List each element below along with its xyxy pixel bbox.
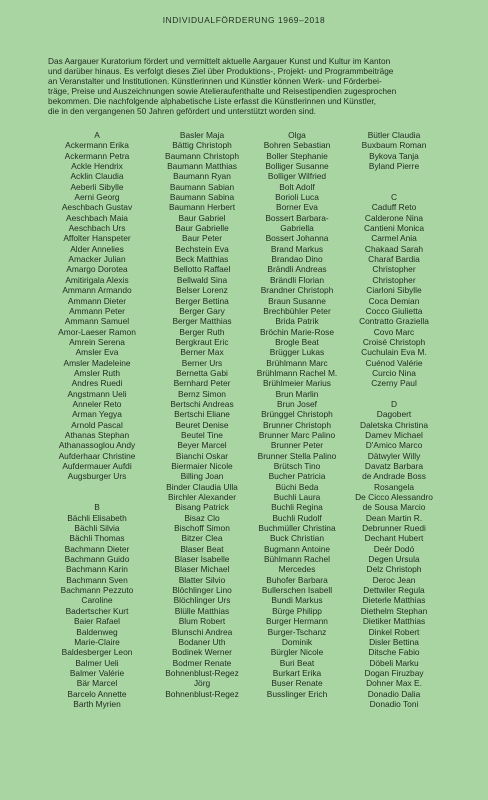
list-item: Blaser Isabelle bbox=[174, 554, 230, 565]
list-item: Balmer Ueli bbox=[75, 657, 119, 668]
list-item: Ammann Samuel bbox=[64, 316, 130, 327]
list-item: Borioli Luca bbox=[275, 192, 319, 203]
list-item: Acklin Claudia bbox=[70, 171, 124, 182]
list-item: Baumann Sabian bbox=[169, 181, 235, 192]
list-item: Donadio Dalia bbox=[367, 688, 421, 699]
list-item: Burger Hermann bbox=[266, 616, 328, 627]
list-item: Dohner Max E. bbox=[366, 678, 422, 689]
list-item: Athanassoglou Andy bbox=[58, 440, 136, 451]
list-item: Bohnenblust-Regez bbox=[165, 667, 239, 678]
list-item bbox=[42, 492, 152, 502]
list-item: Christopher bbox=[372, 274, 416, 285]
list-item: Buchli Regina bbox=[271, 502, 323, 513]
list-item: Amitirigala Alexis bbox=[65, 274, 129, 285]
intro-text bbox=[48, 57, 452, 116]
list-item: Amrein Serena bbox=[69, 336, 125, 347]
list-item: Blülle Matthias bbox=[174, 605, 230, 616]
list-item bbox=[339, 171, 449, 181]
list-item: Amargo Dorotea bbox=[66, 264, 128, 275]
list-item: Cuchulain Eva M. bbox=[361, 347, 427, 358]
list-item: Czerny Paul bbox=[371, 378, 417, 389]
list-item: Brunner Christoph bbox=[263, 419, 331, 430]
list-item: De Cicco Alessandro bbox=[355, 492, 433, 503]
list-item: Dominik bbox=[281, 636, 313, 647]
list-item: Buck Christian bbox=[270, 533, 324, 544]
list-item: Cantieni Monica bbox=[363, 223, 425, 234]
list-item: Brühlmann Rachel M. bbox=[256, 367, 338, 378]
list-item: Caroline bbox=[81, 595, 113, 606]
list-item: Bohren Sebastian bbox=[263, 140, 331, 151]
section-letter: D bbox=[390, 398, 398, 409]
list-item: Bianchi Oskar bbox=[175, 450, 229, 461]
list-item: Bachmann Sven bbox=[66, 574, 128, 585]
list-item: Ditsche Fabio bbox=[368, 647, 420, 658]
list-item: Aerni Georg bbox=[74, 192, 120, 203]
list-item: Bachmann Pezzuto bbox=[60, 585, 134, 596]
list-item: Cuénod Valérie bbox=[365, 357, 423, 368]
list-item: Bullerschen Isabell bbox=[261, 585, 333, 596]
list-item: Beck Matthias bbox=[175, 254, 229, 265]
list-item: Brunner Peter bbox=[270, 440, 324, 451]
list-item: Damev Michael bbox=[365, 429, 423, 440]
list-item: Bertschi Andreas bbox=[170, 398, 234, 409]
list-item: Bächli Silvia bbox=[74, 523, 120, 534]
list-item: Brogle Beat bbox=[275, 336, 319, 347]
list-item: Berner Max bbox=[180, 347, 224, 358]
list-item: Boller Stephanie bbox=[266, 150, 328, 161]
list-item: Blaser Beat bbox=[180, 543, 224, 554]
list-item: Bächli Elisabeth bbox=[67, 512, 127, 523]
list-item: Croisé Christoph bbox=[362, 336, 426, 347]
list-item: Berger Gary bbox=[179, 305, 225, 316]
list-item: Aeschbach Gustav bbox=[61, 202, 133, 213]
list-item: Berger Ruth bbox=[179, 326, 225, 337]
list-item: Athanas Stephan bbox=[64, 429, 130, 440]
list-item: Bundi Markus bbox=[271, 595, 323, 606]
list-item: Rosangela bbox=[373, 481, 415, 492]
list-item: D'Amico Marco bbox=[365, 440, 423, 451]
list-item: Amacker Julian bbox=[68, 254, 126, 265]
list-item: Borner Eva bbox=[276, 202, 318, 213]
list-item: Carmel Ania bbox=[371, 233, 417, 244]
list-item: Beuret Denise bbox=[175, 419, 229, 430]
list-item: Buri Beat bbox=[279, 657, 315, 668]
section-letter: B bbox=[94, 502, 100, 513]
list-item: Bodmer Renate bbox=[172, 657, 232, 668]
list-item: Baier Rafael bbox=[73, 616, 121, 627]
list-item: Baur Peter bbox=[181, 233, 223, 244]
list-item: Blöchlinger Lino bbox=[172, 585, 232, 596]
list-item: Dinkel Robert bbox=[368, 626, 420, 637]
list-item: Dogan Firuzbay bbox=[364, 667, 424, 678]
list-item: Bodinek Werner bbox=[172, 647, 232, 658]
list-item: Bättig Christoph bbox=[172, 140, 232, 151]
list-item: Burger-Tschanz bbox=[267, 626, 327, 637]
list-item: Baumann Ryan bbox=[173, 171, 231, 182]
list-item: Amsler Madeleine bbox=[63, 357, 131, 368]
list-item: Curcio Nina bbox=[372, 367, 416, 378]
list-item: Affolter Hanspeter bbox=[63, 233, 131, 244]
list-item: Arman Yegya bbox=[72, 409, 122, 420]
list-item: Donadio Toni bbox=[369, 698, 419, 709]
list-item: Dechant Hubert bbox=[364, 533, 424, 544]
list-item: Buxbaum Roman bbox=[361, 140, 427, 151]
list-item bbox=[339, 182, 449, 192]
list-item: Büchi Beda bbox=[275, 481, 319, 492]
list-item: Debrunner Ruedi bbox=[362, 523, 426, 534]
list-item: Augsburger Urs bbox=[67, 471, 127, 482]
list-item: Blaser Michael bbox=[174, 564, 230, 575]
list-item: Ackle Hendrix bbox=[71, 161, 123, 172]
list-item: Bossert Barbara- bbox=[265, 212, 329, 223]
list-item: Bernz Simon bbox=[178, 388, 226, 399]
list-item: Bohnenblust-Regez bbox=[165, 688, 239, 699]
list-item: de Andrade Boss bbox=[362, 471, 426, 482]
list-item: Bucher Patricia bbox=[268, 471, 326, 482]
list-item: Beyer Marcel bbox=[177, 440, 227, 451]
list-item: Caduff Reto bbox=[371, 202, 417, 213]
list-item: Buhofer Barbara bbox=[266, 574, 328, 585]
list-item: Ciarloni Sibylle bbox=[366, 285, 422, 296]
list-item: Baumann Christoph bbox=[164, 150, 240, 161]
list-item: Badertscher Kurt bbox=[65, 605, 129, 616]
list-item: Diethelm Stephan bbox=[360, 605, 428, 616]
name-column-2 bbox=[147, 130, 257, 699]
list-item: Charaf Bardia bbox=[368, 254, 420, 265]
list-item: Covo Marc bbox=[373, 326, 415, 337]
list-item: Brühlmann Marc bbox=[266, 357, 328, 368]
list-item: Brühlmeier Marius bbox=[263, 378, 331, 389]
intro-line: an Veranstalter und Institutionen. Künstlerinnen und Künstler können Werk- und Förderbei- bbox=[48, 75, 382, 86]
list-item: Brändli Florian bbox=[270, 274, 324, 285]
list-item: Brun Josef bbox=[276, 398, 318, 409]
list-item: Baldenweg bbox=[76, 626, 118, 637]
list-item: Berner Urs bbox=[181, 357, 223, 368]
list-item: Brünggel Christoph bbox=[261, 409, 333, 420]
list-item: Anneler Reto bbox=[72, 398, 122, 409]
intro-line: Das Aargauer Kuratorium fördert und vermittelt aktuelle Aargauer Kunst und Kultur im Kanton bbox=[48, 56, 391, 66]
list-item: Blum Robert bbox=[178, 616, 226, 627]
list-item: Ackermann Petra bbox=[64, 150, 130, 161]
list-item: Coca Demian bbox=[368, 295, 420, 306]
list-item: Bolliger Wilfried bbox=[267, 171, 327, 182]
list-item: Buchli Laura bbox=[273, 492, 321, 503]
list-item: Birchler Alexander bbox=[168, 492, 236, 503]
list-item: Brügger Lukas bbox=[269, 347, 325, 358]
intro-line: bekommen. Die nachfolgende alphabetische Liste erfasst die Künstlerinnen und Künstler, bbox=[48, 95, 376, 106]
list-item: Barth Myrien bbox=[73, 698, 121, 709]
list-item: Bühlmann Rachel bbox=[263, 554, 331, 565]
name-column-1 bbox=[42, 130, 152, 709]
list-item: Dagobert bbox=[376, 409, 412, 420]
list-item: Buser Renate bbox=[271, 678, 323, 689]
list-item: Bugmann Antoine bbox=[263, 543, 331, 554]
list-item: Baur Gabriel bbox=[178, 212, 226, 223]
list-item: Deér Dodó bbox=[373, 543, 415, 554]
list-item: Delz Christoph bbox=[366, 564, 422, 575]
list-item: Byland Pierre bbox=[368, 161, 420, 172]
list-item: Binder Claudia Ulla bbox=[166, 481, 238, 492]
list-item: Barcelo Annette bbox=[67, 688, 127, 699]
list-item: Berger Matthias bbox=[172, 316, 232, 327]
list-item: Olga bbox=[288, 130, 306, 140]
list-item: Bachmann Guido bbox=[64, 554, 130, 565]
list-item: Brändli Andreas bbox=[267, 264, 327, 275]
list-item: Basler Maja bbox=[179, 130, 225, 140]
list-item: Bürgler Nicole bbox=[270, 647, 324, 658]
list-item: Alder Annelies bbox=[70, 243, 124, 254]
list-item: Buchmüller Christina bbox=[258, 523, 336, 534]
list-item: Aeschbach Maia bbox=[66, 212, 128, 223]
list-item: Angstmann Ueli bbox=[67, 388, 127, 399]
list-item: Bütler Claudia bbox=[367, 130, 421, 140]
list-item: Bächli Thomas bbox=[69, 533, 125, 544]
list-item: Berger Bettina bbox=[175, 295, 229, 306]
list-item: Marie-Claire bbox=[74, 636, 120, 647]
list-item: Jörg bbox=[193, 678, 211, 689]
list-item: Bisang Patrick bbox=[175, 502, 229, 513]
list-item: Ackermann Erika bbox=[65, 140, 129, 151]
list-item: Brunner Stella Palino bbox=[257, 450, 337, 461]
list-item: Dettwiler Regula bbox=[363, 585, 425, 596]
list-item: Mercedes bbox=[278, 564, 316, 575]
list-item: Contratto Graziella bbox=[359, 316, 429, 327]
intro-line: die in den vergangenen 50 Jahren gefördert und unterstützt worden sind. bbox=[48, 105, 316, 116]
list-item: Bachmann Karin bbox=[66, 564, 128, 575]
list-item: Brechbühler Peter bbox=[263, 305, 331, 316]
list-item: Brütsch Tino bbox=[273, 461, 321, 471]
list-item: Bolt Adolf bbox=[279, 181, 315, 192]
list-item: Biermaier Nicole bbox=[171, 461, 233, 471]
list-item: Döbeli Marku bbox=[369, 657, 419, 668]
list-item: Brandner Christoph bbox=[260, 285, 334, 296]
list-item: Bellotto Raffael bbox=[173, 264, 231, 275]
list-item: Aufderhaar Christine bbox=[58, 450, 136, 461]
list-item: Gabriella bbox=[280, 223, 314, 234]
list-item: Bernhard Peter bbox=[173, 378, 231, 389]
list-item: Balmer Valérie bbox=[69, 667, 125, 678]
list-item: Bisaz Clo bbox=[184, 512, 220, 523]
list-item: Amor-Laeser Ramon bbox=[58, 326, 136, 337]
list-item: Brun Marlin bbox=[275, 388, 319, 399]
list-item: Ammann Peter bbox=[69, 305, 125, 316]
list-item: Ammann Dieter bbox=[67, 295, 127, 306]
list-item: Andres Ruedi bbox=[71, 378, 123, 389]
list-item bbox=[339, 389, 449, 399]
section-letter: A bbox=[94, 130, 100, 140]
list-item: Busslinger Erich bbox=[266, 688, 328, 699]
list-item: Brunner Marc Palino bbox=[258, 429, 336, 440]
list-item: Davatz Barbara bbox=[364, 461, 424, 471]
intro-line: träge, Preise und Auszeichnungen sowie Atelieraufenthalte und Reisestipendien zugesprochen bbox=[48, 85, 397, 96]
list-item: Beutel Tine bbox=[181, 429, 223, 440]
list-item: Bernetta Gabi bbox=[176, 367, 228, 378]
list-item: Dätwyler Willy bbox=[367, 450, 421, 461]
name-list bbox=[0, 130, 488, 795]
list-item: Ammann Armando bbox=[62, 285, 132, 296]
list-item: Bürge Philipp bbox=[272, 605, 322, 616]
name-column-3 bbox=[242, 130, 352, 699]
page-title: INDIVIDUALFÖRDERUNG 1969–2018 bbox=[162, 15, 326, 25]
list-item: Deroc Jean bbox=[372, 574, 416, 585]
list-item bbox=[42, 482, 152, 492]
list-item: Bitzer Clea bbox=[181, 533, 223, 544]
list-item: Burkart Erika bbox=[272, 667, 322, 678]
list-item: Bär Marcel bbox=[76, 678, 118, 689]
list-item: Cocco Giulietta bbox=[365, 305, 423, 316]
list-item: Brandao Dino bbox=[271, 254, 323, 265]
list-item: Bröchin Marie-Rose bbox=[259, 326, 334, 337]
list-item: Arnold Pascal bbox=[71, 419, 123, 430]
list-item: Dean Martin R. bbox=[365, 512, 423, 523]
list-item: Billing Joan bbox=[180, 471, 224, 482]
list-item: Blunschi Andrea bbox=[171, 626, 233, 637]
list-item: Aufdermauer Aufdi bbox=[62, 461, 132, 471]
list-item: Bellwald Sina bbox=[176, 274, 228, 285]
list-item: Baumann Herbert bbox=[168, 202, 236, 213]
list-item: Dietiker Matthias bbox=[362, 616, 426, 627]
list-item: Amsler Eva bbox=[75, 347, 119, 358]
list-item: Baumann Sabina bbox=[169, 192, 235, 203]
list-item: Blatter Silvio bbox=[178, 574, 226, 585]
list-item: Bergkraut Eric bbox=[175, 336, 229, 347]
list-item: Dieterle Matthias bbox=[362, 595, 426, 606]
section-letter: C bbox=[390, 192, 398, 203]
list-item: Amsler Ruth bbox=[73, 367, 121, 378]
list-item: Brand Markus bbox=[270, 243, 324, 254]
list-item: Aeberli Sibylle bbox=[70, 181, 124, 192]
list-item: Baldesberger Leon bbox=[61, 647, 133, 658]
list-item: Baumann Matthias bbox=[167, 161, 237, 172]
list-item: Disler Bettina bbox=[369, 636, 419, 647]
list-item: Degen Ursula bbox=[368, 554, 420, 565]
list-item: Braun Susanne bbox=[268, 295, 326, 306]
list-item: Daletska Christina bbox=[360, 419, 428, 430]
list-item: Baur Gabrielle bbox=[175, 223, 229, 234]
list-item: Blöchlinger Urs bbox=[173, 595, 231, 606]
list-item: Bodaner Uth bbox=[178, 636, 226, 647]
list-item: Bossert Johanna bbox=[265, 233, 329, 244]
list-item: Bertschi Eliane bbox=[174, 409, 230, 420]
name-column-4 bbox=[339, 130, 449, 709]
list-item: Brida Patrik bbox=[275, 316, 319, 327]
list-item: Bechstein Eva bbox=[175, 243, 229, 254]
list-item: Aeschbach Urs bbox=[68, 223, 126, 234]
intro-line: und darüber hinaus. Es verfolgt dieses Ziel über Produktions-, Projekt- und Programmbeiträge bbox=[48, 65, 394, 76]
list-item: Bachmann Dieter bbox=[64, 543, 130, 554]
list-item: Belser Lorenz bbox=[176, 285, 228, 296]
list-item: Bykova Tanja bbox=[369, 150, 419, 161]
list-item: de Sousa Marcio bbox=[362, 502, 426, 513]
list-item: Calderone Nina bbox=[364, 212, 424, 223]
list-item: Buchli Rudolf bbox=[272, 512, 322, 523]
list-item: Bolliger Susanne bbox=[265, 161, 329, 172]
list-item: Christopher bbox=[372, 264, 416, 275]
list-item: Chakaad Sarah bbox=[364, 243, 424, 254]
list-item: Bischoff Simon bbox=[174, 523, 230, 534]
